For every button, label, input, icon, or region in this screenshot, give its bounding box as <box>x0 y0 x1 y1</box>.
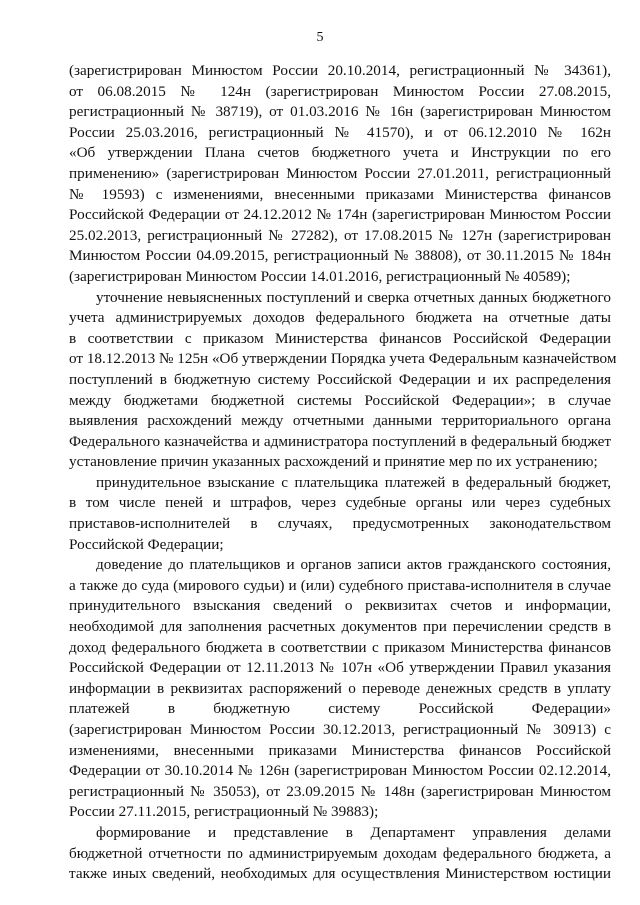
text-line: (зарегистрирован Минюстом России 14.01.2016, регистрационный № 40589); <box>69 267 571 285</box>
text-line: выявления расхождений между отчетными данными территориального органа <box>69 412 611 430</box>
text-line: Российской Федерации; <box>69 535 224 553</box>
text-line: а также до суда (мирового судьи) и (или) судебного пристава-исполнителя в случае <box>69 576 611 594</box>
text-line: доведение до плательщиков и органов записи актов гражданского состояния, <box>96 556 611 574</box>
paragraph <box>69 555 611 823</box>
text-line: Минюстом России 04.09.2015, регистрационный № 38808), от 30.11.2015 № 184н <box>69 247 611 265</box>
text-line: применению» (зарегистрирован Минюстом России 27.01.2011, регистрационный <box>69 164 611 182</box>
text-line: доход федерального бюджета в соответствии с приказом Министерства финансов <box>69 638 611 656</box>
text-line: № 19593) с изменениями, внесенными приказами Министерства финансов <box>69 185 611 203</box>
text-line: Российской Федерации от 12.11.2013 № 107н «Об утверждении Правил указания <box>69 659 611 677</box>
text-line: формирование и представление в Департамент управления делами <box>96 823 611 841</box>
text-line: изменениями, внесенными приказами Министерства финансов Российской <box>69 741 611 759</box>
text-line: поступлений в бюджетную систему Российской Федерации и их распределения <box>69 370 611 388</box>
text-line: платежей в бюджетную систему Российской Федерации» <box>69 700 611 718</box>
text-line: Российской Федерации от 24.12.2012 № 174н (зарегистрирован Минюстом России <box>69 206 611 224</box>
paragraph <box>69 473 611 555</box>
text-line: регистрационный № 38719), от 01.03.2016 № 16н (зарегистрирован Минюстом <box>69 103 611 121</box>
document-body <box>69 61 617 885</box>
text-line: России 27.11.2015, регистрационный № 39883); <box>69 803 379 821</box>
text-line: Федерального казначейства и администратора поступлений в федеральный бюджет <box>69 432 611 450</box>
text-line: в том числе пеней и штрафов, через судебные органы или через судебных <box>69 494 611 512</box>
text-line: (зарегистрирован Минюстом России 20.10.2014, регистрационный № 34361), <box>69 62 611 79</box>
text-line: принудительного взыскания сведений о реквизитах счетов и информации, <box>69 597 611 615</box>
text-line: приставов-исполнителей в случаях, предусмотренных законодательством <box>69 515 611 533</box>
text-line: между бюджетами бюджетной системы Российской Федерации»; в случае <box>69 391 611 409</box>
page-number: 5 <box>316 30 324 45</box>
text-line: регистрационный № 35053), от 23.09.2015 № 148н (зарегистрирован Минюстом <box>69 782 611 800</box>
text-line: необходимой для заполнения расчетных документов при перечислении средств в <box>69 618 611 636</box>
text-line: уточнение невыясненных поступлений и сверка отчетных данных бюджетного <box>96 288 611 306</box>
text-line: от 18.12.2013 № 125н «Об утверждении Порядка учета Федеральным казначейством <box>69 350 617 368</box>
text-line: принудительное взыскание с плательщика платежей в федеральный бюджет, <box>96 473 611 491</box>
text-line: также иных сведений, необходимых для осуществления Министерством юстиции <box>69 865 611 883</box>
text-line: от 06.08.2015 № 124н (зарегистрирован Минюстом России 27.08.2015, <box>69 82 611 100</box>
paragraph <box>69 823 611 885</box>
paragraph <box>69 61 611 288</box>
text-line: Федерации от 30.10.2014 № 126н (зарегистрирован Минюстом России 02.12.2014, <box>69 762 611 780</box>
text-line: учета администрируемых доходов федерального бюджета на отчетные даты <box>69 309 611 327</box>
text-line: России 25.03.2016, регистрационный № 41570), и от 06.12.2010 № 162н <box>69 123 611 141</box>
paragraph <box>69 288 617 473</box>
text-line: установление причин указанных расхождений и принятие мер по их устранению; <box>69 453 598 471</box>
text-line: (зарегистрирован Минюстом России 30.12.2013, регистрационный № 30913) с <box>69 721 611 738</box>
text-line: в соответствии с приказом Министерства финансов Российской Федерации <box>69 329 611 347</box>
text-line: бюджетной отчетности по администрируемым доходам федерального бюджета, а <box>69 844 611 862</box>
text-line: «Об утверждении Плана счетов бюджетного учета и Инструкции по его <box>69 144 611 162</box>
text-line: информации в реквизитах распоряжений о переводе денежных средств в уплату <box>69 679 611 697</box>
text-line: 25.02.2013, регистрационный № 27282), от 17.08.2015 № 127н (зарегистрирован <box>69 226 611 244</box>
